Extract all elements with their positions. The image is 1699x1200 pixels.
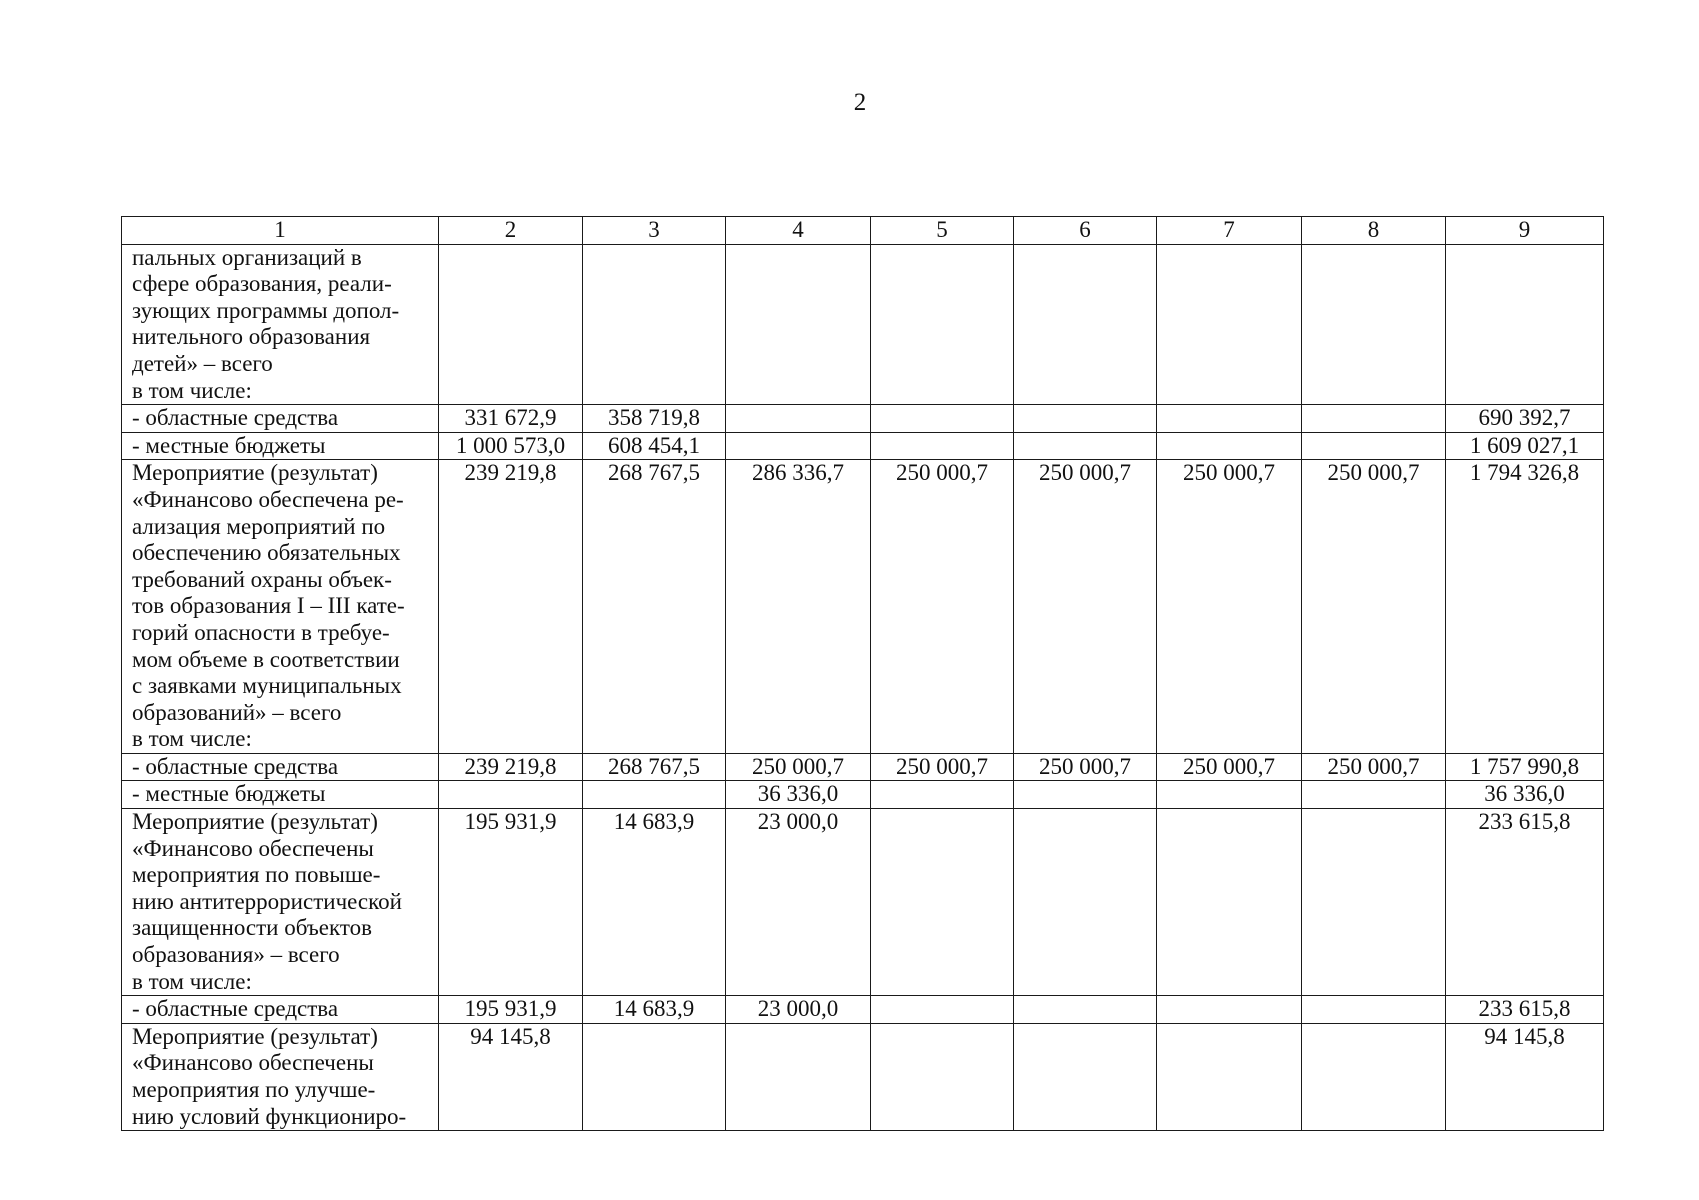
table-body [122, 244, 1604, 1131]
column-number-row [122, 217, 1604, 245]
value-cell [1157, 244, 1302, 405]
value-cell [1157, 809, 1302, 996]
table-row [122, 460, 1604, 754]
row-description: - областные средства [122, 996, 439, 1024]
value-cell: 1 609 027,1 [1446, 432, 1604, 460]
value-cell [871, 781, 1014, 809]
value-cell [1157, 405, 1302, 433]
value-cell: 23 000,0 [726, 996, 871, 1024]
row-description: - местные бюджеты [122, 781, 439, 809]
row-description: - областные средства [122, 405, 439, 433]
value-cell [1014, 432, 1157, 460]
value-cell: 1 757 990,8 [1446, 753, 1604, 781]
page-number: 2 [853, 89, 867, 116]
value-cell [1157, 781, 1302, 809]
value-cell [1014, 1023, 1157, 1130]
value-cell: 233 615,8 [1446, 809, 1604, 996]
value-cell: 36 336,0 [1446, 781, 1604, 809]
value-cell: 358 719,8 [583, 405, 726, 433]
value-cell [1302, 432, 1446, 460]
value-cell [1302, 405, 1446, 433]
table-row [122, 1023, 1604, 1130]
table-row [122, 996, 1604, 1024]
value-cell [1157, 432, 1302, 460]
value-cell [583, 781, 726, 809]
value-cell: 331 672,9 [439, 405, 583, 433]
row-description: - местные бюджеты [122, 432, 439, 460]
table-row [122, 781, 1604, 809]
value-cell: 195 931,9 [439, 996, 583, 1024]
value-cell: 239 219,8 [439, 460, 583, 754]
value-cell: 14 683,9 [583, 809, 726, 996]
row-description: Мероприятие (результат) «Финансово обеспечены мероприятия по улучше- нию условий функциониро- [122, 1023, 439, 1130]
value-cell [1302, 244, 1446, 405]
column-header: 1 [122, 217, 439, 245]
column-header: 3 [583, 217, 726, 245]
value-cell: 250 000,7 [726, 753, 871, 781]
value-cell [1302, 781, 1446, 809]
value-cell: 239 219,8 [439, 753, 583, 781]
value-cell: 23 000,0 [726, 809, 871, 996]
value-cell: 268 767,5 [583, 460, 726, 754]
value-cell: 608 454,1 [583, 432, 726, 460]
value-cell: 250 000,7 [871, 460, 1014, 754]
value-cell: 250 000,7 [871, 753, 1014, 781]
value-cell [1014, 781, 1157, 809]
value-cell [1014, 809, 1157, 996]
value-cell [871, 432, 1014, 460]
value-cell: 233 615,8 [1446, 996, 1604, 1024]
value-cell [1302, 996, 1446, 1024]
value-cell [871, 244, 1014, 405]
value-cell [583, 1023, 726, 1130]
table-row [122, 753, 1604, 781]
value-cell: 250 000,7 [1157, 460, 1302, 754]
value-cell [583, 244, 726, 405]
value-cell [871, 809, 1014, 996]
value-cell: 250 000,7 [1014, 460, 1157, 754]
column-header: 9 [1446, 217, 1604, 245]
row-description: Мероприятие (результат) «Финансово обеспечены мероприятия по повыше- нию антитеррористической защищенности объектов образования» – всего в том числе: [122, 809, 439, 996]
value-cell: 94 145,8 [1446, 1023, 1604, 1130]
value-cell: 36 336,0 [726, 781, 871, 809]
value-cell: 1 000 573,0 [439, 432, 583, 460]
table-row [122, 809, 1604, 996]
value-cell [1446, 244, 1604, 405]
value-cell: 250 000,7 [1014, 753, 1157, 781]
value-cell: 690 392,7 [1446, 405, 1604, 433]
value-cell [1014, 405, 1157, 433]
value-cell [1157, 1023, 1302, 1130]
value-cell [726, 1023, 871, 1130]
value-cell: 195 931,9 [439, 809, 583, 996]
value-cell: 14 683,9 [583, 996, 726, 1024]
column-header: 8 [1302, 217, 1446, 245]
table-row [122, 432, 1604, 460]
row-description: пальных организаций в сфере образования, реали- зующих программы допол- нительного образования детей» – всего в том числе: [122, 244, 439, 405]
table-row [122, 244, 1604, 405]
column-header: 7 [1157, 217, 1302, 245]
value-cell: 250 000,7 [1302, 753, 1446, 781]
budget-table [121, 216, 1604, 1131]
value-cell [439, 781, 583, 809]
value-cell [726, 432, 871, 460]
value-cell [726, 244, 871, 405]
table-row [122, 405, 1604, 433]
value-cell: 94 145,8 [439, 1023, 583, 1130]
value-cell [1157, 996, 1302, 1024]
value-cell [871, 996, 1014, 1024]
column-header: 6 [1014, 217, 1157, 245]
column-header: 4 [726, 217, 871, 245]
value-cell [1014, 996, 1157, 1024]
row-description: Мероприятие (результат) «Финансово обеспечена ре- ализация мероприятий по обеспечению обязательных требований охраны объек- тов образования I – III кате- горий опасности в требуе- мом объеме в соответствии с заявками муниципальных образований» – всего в том числе: [122, 460, 439, 754]
value-cell: 268 767,5 [583, 753, 726, 781]
value-cell [1302, 809, 1446, 996]
value-cell [726, 405, 871, 433]
value-cell [439, 244, 583, 405]
value-cell: 250 000,7 [1302, 460, 1446, 754]
value-cell [871, 1023, 1014, 1130]
value-cell: 250 000,7 [1157, 753, 1302, 781]
value-cell: 1 794 326,8 [1446, 460, 1604, 754]
value-cell [1014, 244, 1157, 405]
column-header: 5 [871, 217, 1014, 245]
value-cell: 286 336,7 [726, 460, 871, 754]
row-description: - областные средства [122, 753, 439, 781]
value-cell [871, 405, 1014, 433]
column-header: 2 [439, 217, 583, 245]
value-cell [1302, 1023, 1446, 1130]
